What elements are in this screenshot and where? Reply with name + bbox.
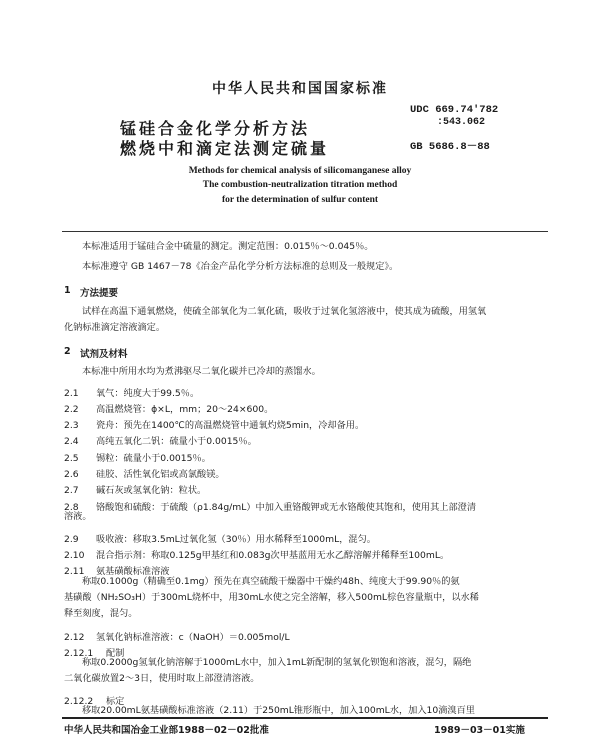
item-text: 氢氧化钠标准溶液：c（NaOH）＝0.005mol/L: [96, 632, 290, 643]
section2-number: 2: [64, 346, 71, 357]
section1-text-line2: 化钠标准滴定溶液滴定。: [64, 322, 166, 333]
item-2-12-1-text-line1: 称取0.2000g氢氧化钠溶解于1000mL水中，加入1mL新配制的氢氧化钡饱和溶液，混匀，隔绝: [82, 657, 472, 668]
item-number: 2.5: [64, 453, 79, 464]
approval-note: 中华人民共和国冶金工业部1988－02－02批准: [64, 725, 269, 736]
title-en-line1: Methods for chemical analysis of silicomanganese alloy: [188, 166, 412, 176]
scope-paragraph: 本标准适用于锰硅合金中硫量的测定。测定范围：0.015％～0.045％。: [82, 241, 374, 252]
section1-number: 1: [64, 285, 71, 296]
item-text: 高温燃烧管：ϕ×L，mm；20～24×600。: [96, 404, 274, 415]
item-2-8: [64, 495, 476, 514]
item-heading: 配制: [106, 648, 125, 659]
item-heading: 氨基磺酸标准溶液: [96, 566, 170, 577]
item-text: 硅胶、活性氧化铝或高氯酸镁。: [96, 469, 225, 480]
item-text: 碱石灰或氢氧化钠：粒状。: [96, 485, 207, 496]
item-number: 2.6: [64, 469, 79, 480]
item-number: 2.1: [64, 388, 79, 399]
compliance-paragraph: 本标准遵守 GB 1467－78《冶金产品化学分析方法标准的总则及一般规定》。: [82, 261, 399, 272]
item-number: 2.10: [64, 550, 85, 561]
title-en-line2: The combustion-neutralization titration method: [202, 180, 398, 190]
item-number: 2.12.1: [64, 648, 94, 659]
title-cn-line2: 燃烧中和滴定法测定硫量: [120, 139, 330, 158]
udc-number-cont: :543.062: [437, 117, 486, 128]
item-number: 2.12: [64, 632, 85, 643]
item-text: 瓷舟：预先在1400℃的高温燃烧管中通氧灼烧5min，冷却备用。: [96, 420, 365, 431]
item-text: 锡粒：硫量小于0.0015％。: [96, 453, 211, 464]
footer-divider: [62, 717, 548, 719]
section2-intro: 本标准中所用水均为煮沸驱尽二氧化碳并已冷却的蒸馏水。: [82, 366, 321, 377]
header-divider: [62, 231, 548, 232]
item-2-8-cont: 溶液。: [64, 511, 92, 522]
item-heading: 标定: [106, 696, 125, 707]
title-cn-line1: 锰硅合金化学分析方法: [120, 119, 311, 138]
item-number: 2.4: [64, 436, 79, 447]
item-2-11-text-line1: 称取0.1000g（精确至0.1mg）预先在真空硫酸干燥器中干燥约48h、纯度大于99.90％的氨: [82, 576, 460, 587]
udc-number: UDC 669.74'782: [410, 104, 499, 116]
item-2-12-1-text-line2: 二氧化碳放置2～3日，使用时取上部澄清溶液。: [64, 673, 260, 684]
item-2-12-2-text-line1: 移取20.00mL氨基磺酸标准溶液（2.11）于250mL锥形瓶中，加入100mL水，加入10滴溴百里: [82, 705, 475, 716]
item-text: 吸收液：移取3.5mL过氧化氢（30％）用水稀释至1000mL，混匀。: [96, 534, 376, 545]
item-number: 2.2: [64, 404, 79, 415]
section1-heading: 方法提要: [80, 288, 119, 299]
item-text: 混合指示剂：称取0.125g甲基红和0.083g次甲基蓝用无水乙醇溶解并稀释至100mL。: [96, 550, 450, 561]
item-number: 2.11: [64, 566, 85, 577]
section2-heading: 试剂及材料: [80, 349, 128, 360]
section1-text-line1: 试样在高温下通氧燃烧，使硫全部氧化为二氧化硫，吸收于过氧化氢溶液中，使其成为硫酸，用氢氧: [82, 306, 487, 317]
item-number: 2.12.2: [64, 696, 94, 707]
item-number: 2.3: [64, 420, 79, 431]
item-text: 高纯五氧化二钒：硫量小于0.0015％。: [96, 436, 257, 447]
standard-title: 中华人民共和国国家标准: [212, 81, 388, 97]
item-number: 2.9: [64, 534, 79, 545]
item-text: 氧气：纯度大于99.5％。: [96, 388, 200, 399]
item-number: 2.7: [64, 485, 79, 496]
item-number: 2.8: [64, 502, 79, 513]
item-2-11-text-line3: 释至刻度，混匀。: [64, 608, 138, 619]
item-text: 铬酸饱和硫酸：于硫酸（ρ1.84g/mL）中加入重铬酸钾或无水铬酸使其饱和，使用其上部澄清: [96, 502, 477, 513]
gb-number: GB 5686.8－88: [410, 141, 490, 153]
item-2-11-text-line2: 基磺酸（NH₂SO₃H）于300mL烧杯中，用30mL水使之完全溶解，移入500mL棕色容量瓶中，以水稀: [64, 592, 479, 603]
effective-date: 1989－03－01实施: [434, 725, 525, 736]
title-en-line3: for the determination of sulfur content: [221, 195, 379, 205]
